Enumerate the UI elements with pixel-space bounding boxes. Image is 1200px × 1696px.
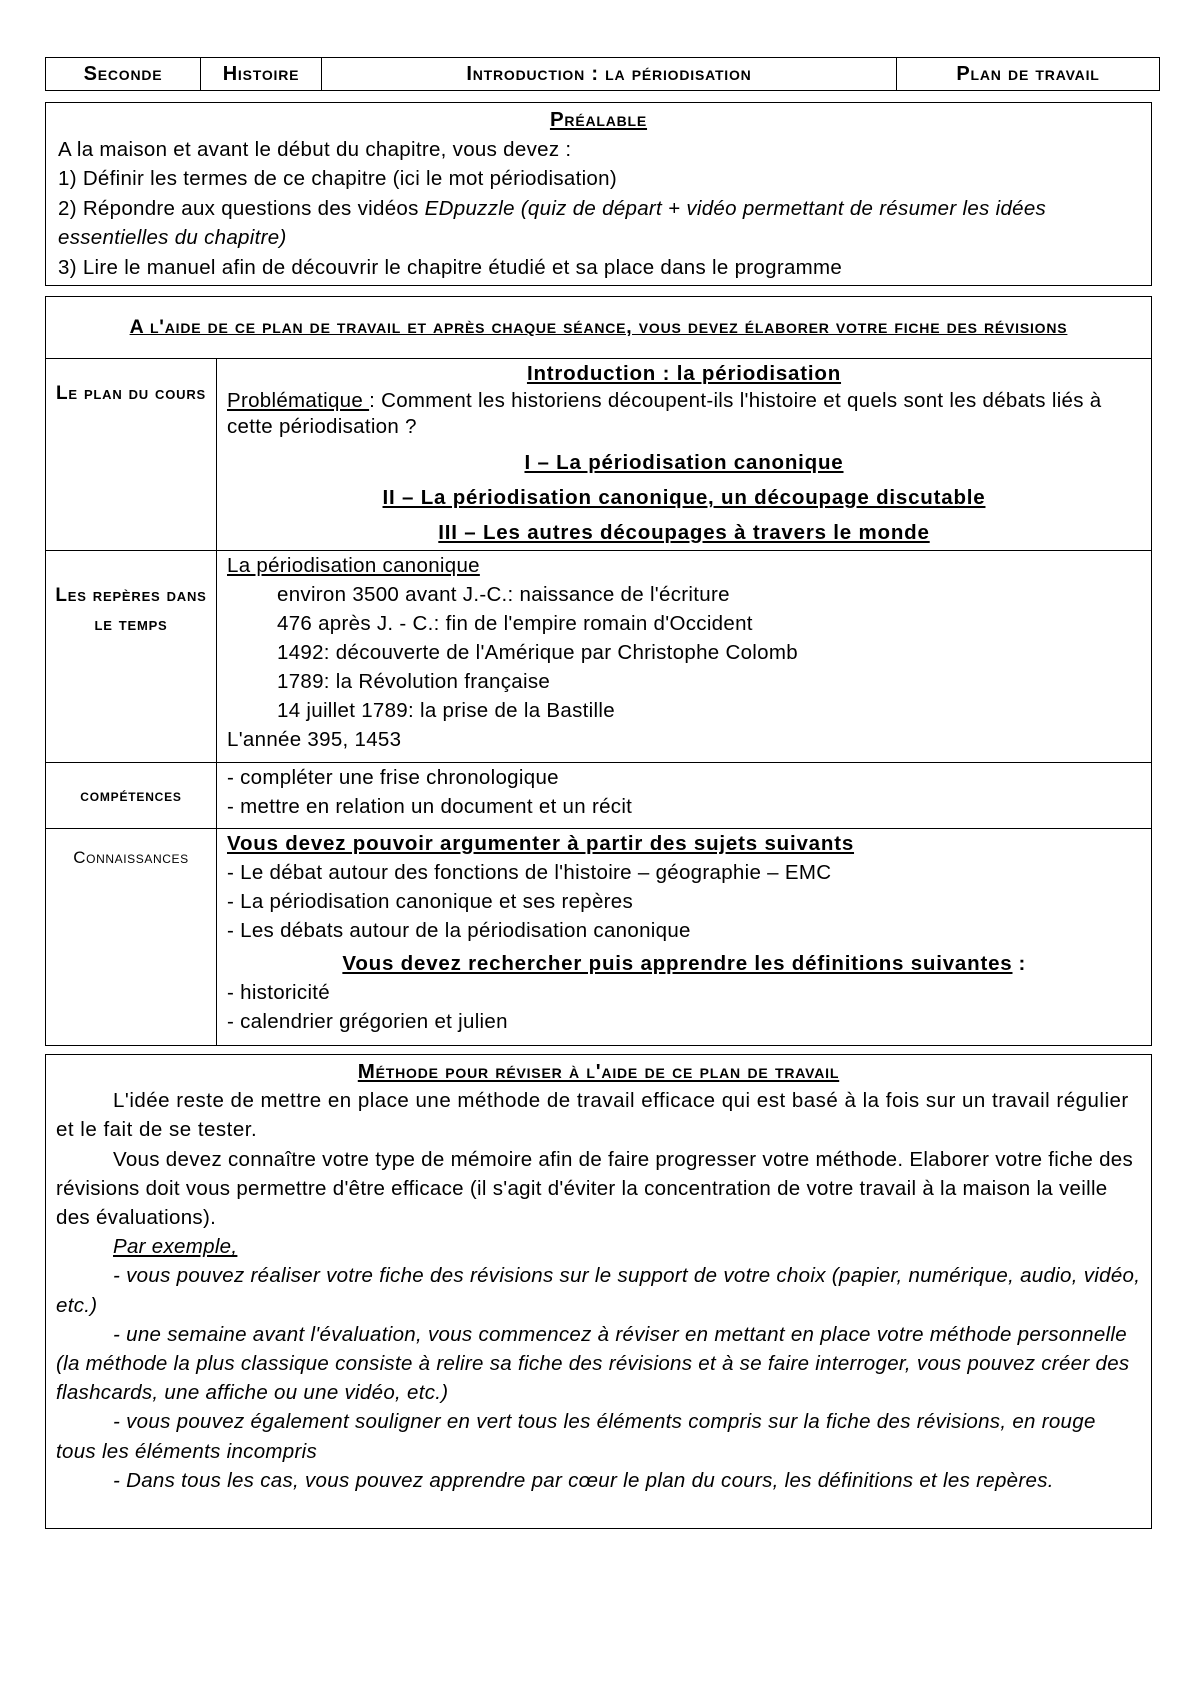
repere-item: environ 3500 avant J.-C.: naissance de l'écriture: [277, 583, 730, 606]
connaissances-label: Connaissances: [46, 829, 217, 1046]
plan-part-2: II – La périodisation canonique, un découpage discutable: [382, 486, 986, 509]
reperes-extra: L'année 395, 1453: [227, 728, 402, 751]
connaissances-cell: [217, 829, 1152, 1046]
prealable-item-3: 3) Lire le manuel afin de découvrir le chapitre étudié et sa place dans le programme: [58, 255, 843, 279]
connaissance-item: - Les débats autour de la périodisation canonique: [227, 919, 691, 942]
connaissances-heading-2-suffix: :: [1012, 952, 1026, 975]
reperes-heading: La périodisation canonique: [227, 554, 480, 577]
plan-part-1: I – La périodisation canonique: [524, 451, 844, 474]
main-table: [45, 296, 1152, 1046]
methode-example-label: Par exemple,: [113, 1235, 238, 1259]
prealable-intro: A la maison et avant le début du chapitre, vous devez :: [58, 137, 572, 161]
plan-cell: [217, 359, 1152, 551]
plan-label: Le plan du cours: [46, 359, 217, 551]
definition-item: - calendrier grégorien et julien: [227, 1010, 508, 1033]
methode-example-3: - vous pouvez également souligner en vert tous les éléments compris sur la fiche des révisions, en rouge tous les éléments incompris: [56, 1410, 1096, 1463]
header-table: [45, 57, 1160, 91]
repere-item: 14 juillet 1789: la prise de la Bastille: [277, 699, 615, 722]
prealable-item-2-italic: EDpuzzle (quiz de départ + vidéo permettant de résumer les idées essentielles du chapitre): [58, 196, 1047, 249]
problematique-text: : Comment les historiens découpent-ils l'histoire et quels sont les débats liés à cette périodisation ?: [227, 389, 1102, 438]
connaissance-item: - Le débat autour des fonctions de l'histoire – géographie – EMC: [227, 861, 832, 884]
definition-item: - historicité: [227, 981, 331, 1004]
prealable-item-2: [58, 194, 1139, 253]
problematique-label: Problématique: [227, 389, 370, 412]
prealable-item-2-prefix: 2) Répondre aux questions des vidéos: [58, 196, 425, 220]
plan-heading: Introduction : la périodisation: [526, 362, 842, 385]
reperes-cell: [217, 551, 1152, 763]
plan-problematique: [227, 388, 1141, 440]
methode-example-4: - Dans tous les cas, vous pouvez apprendre par cœur le plan du cours, les définitions et les repères.: [113, 1468, 1054, 1492]
competence-item: - compléter une frise chronologique: [227, 766, 559, 789]
header-chapter: Introduction : la périodisation: [322, 58, 897, 91]
connaissances-heading-2: Vous devez rechercher puis apprendre les définitions suivantes: [342, 952, 1013, 975]
methode-example-1: - vous pouvez réaliser votre fiche des révisions sur le support de votre choix (papier, numérique, audio, vidéo, etc.): [56, 1264, 1141, 1317]
repere-item: 1789: la Révolution française: [277, 670, 551, 693]
methode-box: [45, 1054, 1152, 1529]
methode-example-label-line: [56, 1232, 1141, 1261]
header-level: Seconde: [46, 58, 201, 91]
repere-item: 476 après J. - C.: fin de l'empire romain d'Occident: [277, 612, 753, 635]
competences-cell: [217, 763, 1152, 829]
competence-item: - mettre en relation un document et un récit: [227, 795, 633, 818]
repere-item: 1492: découverte de l'Amérique par Christophe Colomb: [277, 641, 798, 664]
methode-paragraph-1: L'idée reste de mettre en place une méthode de travail efficace qui est basé à la fois sur un travail régulier et le fait de se tester.: [56, 1089, 1129, 1142]
main-title: A l'aide de ce plan de travail et après chaque séance, vous devez élaborer votre fiche des révisions: [46, 297, 1152, 359]
prealable-box: [45, 102, 1152, 286]
plan-part-3: III – Les autres découpages à travers le monde: [438, 521, 930, 544]
connaissance-item: - La périodisation canonique et ses repères: [227, 890, 634, 913]
methode-title: Méthode pour réviser à l'aide de ce plan de travail: [357, 1060, 840, 1083]
prealable-item-1: 1) Définir les termes de ce chapitre (ici le mot périodisation): [58, 167, 617, 190]
connaissances-heading-1: Vous devez pouvoir argumenter à partir des sujets suivants: [227, 832, 855, 855]
header-doc-type: Plan de travail: [897, 58, 1160, 91]
competences-label: compétences: [46, 763, 217, 829]
connaissances-heading-2-line: [227, 949, 1141, 978]
prealable-title: Préalable: [549, 108, 648, 131]
methode-example-2: - une semaine avant l'évaluation, vous commencez à réviser en mettant en place votre méthode personnelle (la méthode la plus classique consiste à relire sa fiche des révisions et à se faire interroger, vous pouvez créer des flashcards, une affiche ou une vidéo, etc.): [56, 1322, 1130, 1405]
header-subject: Histoire: [201, 58, 322, 91]
reperes-label: Les repères dans le temps: [46, 551, 217, 763]
methode-paragraph-2: Vous devez connaître votre type de mémoire afin de faire progresser votre méthode. Elaborer votre fiche des révisions doit vous permettre d'être efficace (il s'agit d'éviter la concentration de votre travail à la maison la veille des évaluations).: [56, 1147, 1134, 1230]
